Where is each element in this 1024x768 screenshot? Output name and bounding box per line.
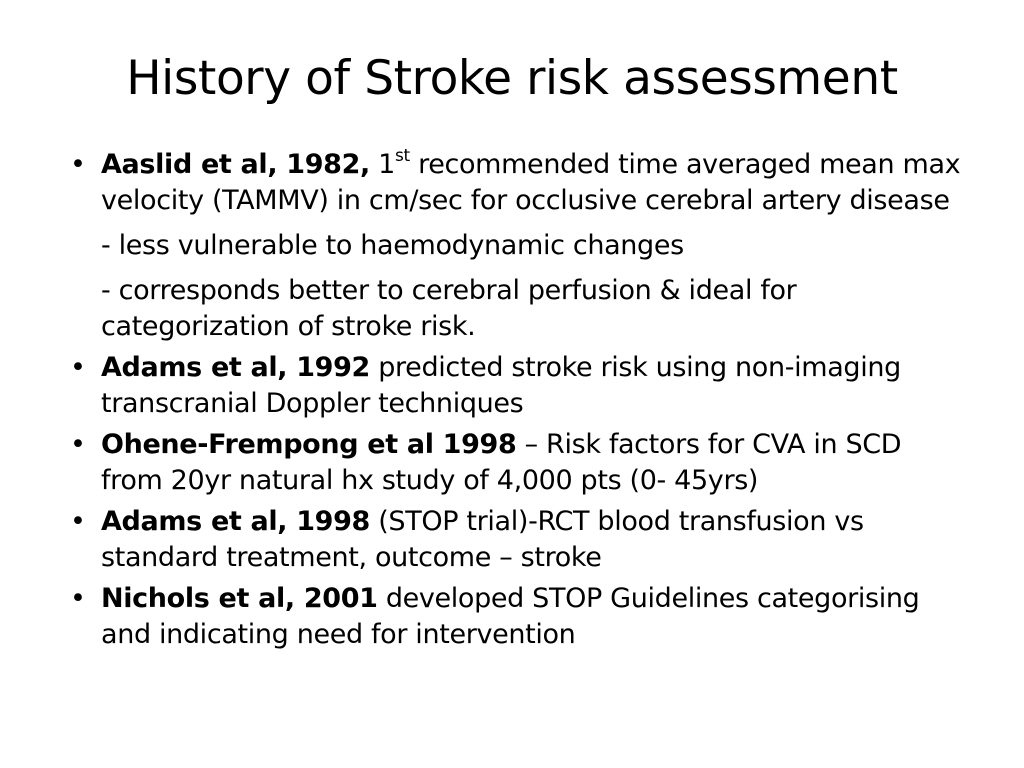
bullet-citation: Adams et al, 1998 [101,506,370,537]
bullet-adams-1992 [70,350,970,422]
bullet-list [70,147,970,658]
sub-line-haemodynamic: - less vulnerable to haemodynamic changes [101,230,684,261]
ordinal-suffix: st [395,146,410,166]
ordinal-number: 1 [378,149,396,180]
sub-line-perfusion: - corresponds better to cerebral perfusion & ideal for categorization of stroke risk. [101,275,797,342]
bullet-text: recommended time averaged mean max velocity (TAMMV) in cm/sec for occlusive cerebral artery disease [101,149,961,216]
bullet-text: (STOP trial)-RCT blood transfusion vs standard treatment, outcome – stroke [101,506,864,573]
bullet-citation: Nichols et al, 2001 [101,583,378,614]
bullet-citation: Ohene-Frempong et al 1998 [101,429,517,460]
slide-title: History of Stroke risk assessment [126,51,898,106]
bullet-citation: Aaslid et al, 1982, [101,149,370,180]
bullet-nichols-2001 [70,581,970,653]
bullet-text: – Risk factors for CVA in SCD from 20yr natural hx study of 4,000 pts (0- 45yrs) [101,429,902,496]
bullet-adams-1998 [70,504,970,576]
bullet-text: developed STOP Guidelines categorising and indicating need for intervention [101,583,920,650]
bullet-text: predicted stroke risk using non-imaging transcranial Doppler techniques [101,352,901,419]
bullet-aaslid-1982 [70,147,970,345]
bullet-citation: Adams et al, 1992 [101,352,370,383]
bullet-ohene-frempong-1998 [70,427,970,499]
